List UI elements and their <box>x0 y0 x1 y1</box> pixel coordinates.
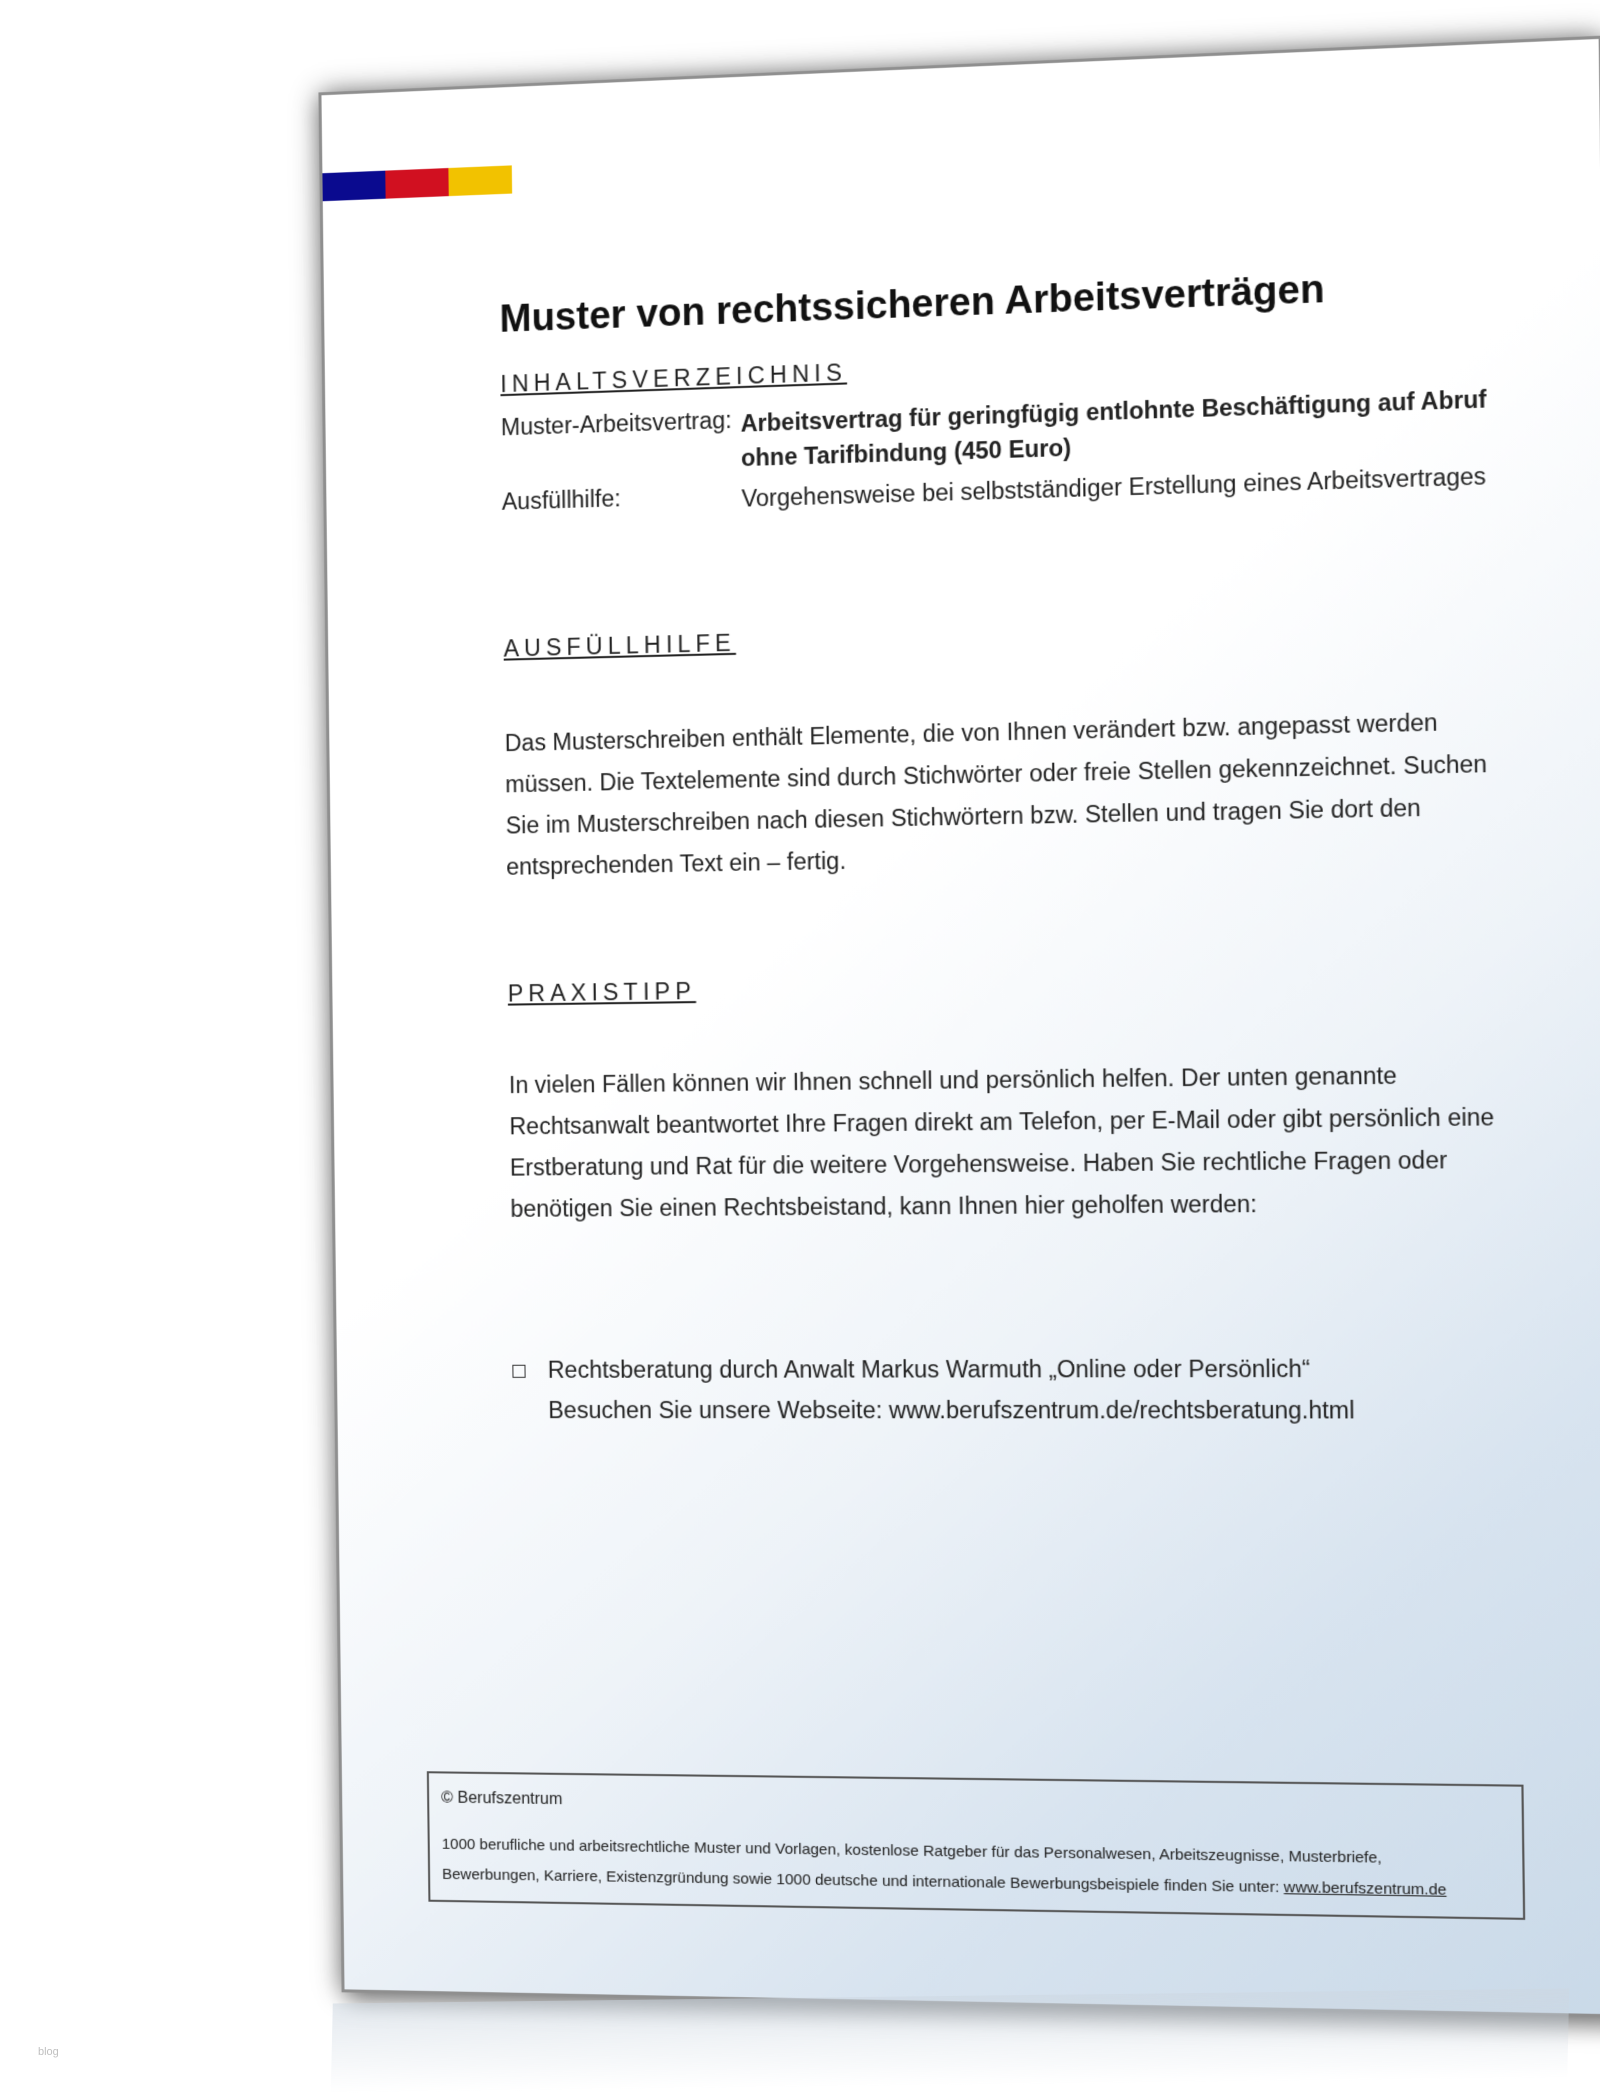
color-bar <box>322 165 512 201</box>
color-bar-yellow <box>448 165 512 196</box>
list-item-website: Besuchen Sie unsere Webseite: www.berufszentrum.de/rechtsberatung.html <box>548 1396 1355 1424</box>
toc-value: Arbeitsvertrag für geringfügig entlohnte Beschäftigung auf Abruf ohne Tarifbindung (450 Euro) <box>740 385 1487 472</box>
ausfuellhilfe-heading: AUSFÜLLHILFE <box>503 629 737 662</box>
toc-heading: INHALTSVERZEICHNIS <box>500 359 848 398</box>
praxistipp-heading: PRAXISTIPP <box>507 977 697 1007</box>
checkbox-icon <box>512 1365 525 1378</box>
ausfuellhilfe-text: Das Musterschreiben enthält Elemente, die von Ihnen verändert bzw. angepasst werden müssen. Die Textelemente sind durch Stichwörter oder freie Stellen gekennzeichnet. Suchen Sie im Musterschreiben nach diesen Stichwörtern bzw. Stellen und tragen Sie dort den entsprechenden Text ein – fertig. <box>504 708 1488 880</box>
footer-box <box>427 1771 1525 1920</box>
document-page <box>318 36 1600 2018</box>
footer-website-link[interactable]: www.berufszentrum.de <box>1283 1878 1447 1899</box>
page-title: Muster von rechtssicheren Arbeitsverträgen <box>499 268 1325 341</box>
watermark: blog <box>38 2046 59 2058</box>
page-reflection <box>331 1988 1569 2093</box>
footer-copyright: © Berufszentrum <box>441 1789 563 1809</box>
list-item-title: Rechtsberatung durch Anwalt Markus Warmuth „Online oder Persönlich“ <box>547 1355 1311 1383</box>
color-bar-blue <box>322 171 385 202</box>
toc-label: Muster-Arbeitsvertrag: <box>500 406 733 441</box>
document-page-wrapper <box>318 36 1600 2018</box>
footer-line-1: 1000 berufliche und arbeitsrechtliche Muster und Vorlagen, kostenlose Ratgeber für das Personalwesen, Arbeitszeugnisse, Musterbriefe, <box>441 1835 1382 1867</box>
color-bar-red <box>385 168 448 199</box>
table-of-contents <box>501 381 1498 529</box>
toc-value: Vorgehensweise bei selbstständiger Erstellung eines Arbeitsvertrages <box>741 462 1487 512</box>
praxistipp-text: In vielen Fällen können wir Ihnen schnell und persönlich helfen. Der unten genannte Rechtsanwalt beantwortet Ihre Fragen direkt am Telefon, per E-Mail oder gibt persönlich eine Erstberatung und Rat für die weitere Vorgehensweise. Haben Sie rechtliche Fragen oder benötigen Sie einen Rechtsbeistand, kann Ihnen hier geholfen werden: <box>508 1062 1495 1222</box>
toc-label: Ausfüllhilfe: <box>501 485 621 515</box>
list-item-content <box>548 1348 1355 1431</box>
list-item-rechtsberatung <box>512 1348 1428 1431</box>
footer-line-2-text: Bewerbungen, Karriere, Existenzgründung sowie 1000 deutsche und internationale Bewerbungsbeispiele finden Sie unter: <box>442 1865 1280 1897</box>
